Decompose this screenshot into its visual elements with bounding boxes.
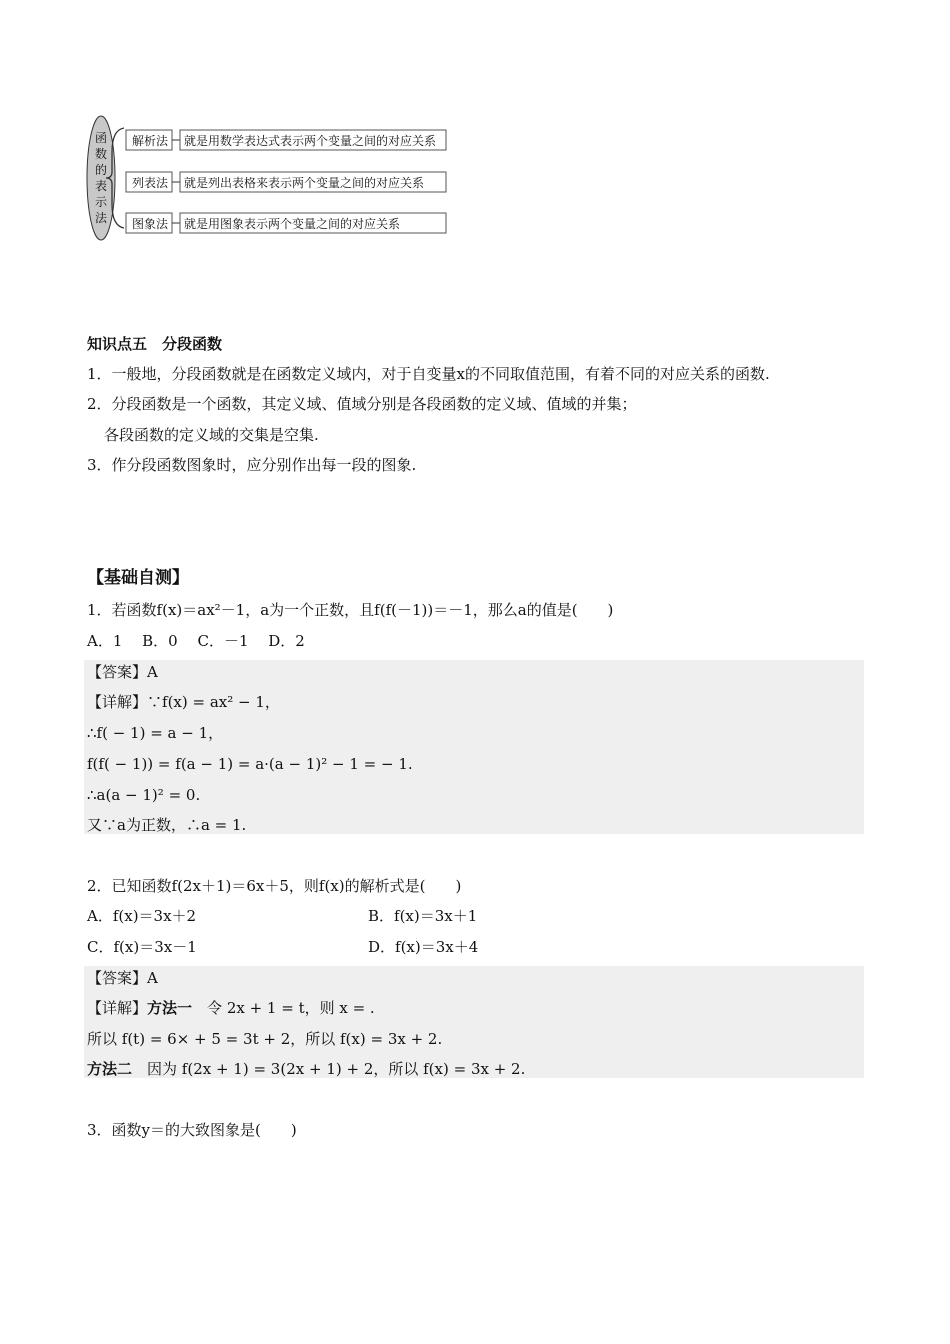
q2-detail-label: 【详解】 — [87, 999, 148, 1017]
q2-method1-label: 方法一 — [147, 999, 193, 1017]
diagram-root-label: 函 数 的 表 示 法 — [94, 131, 107, 225]
q3-stem: 3．函数y＝的大致图象是( ) — [87, 1121, 297, 1139]
q1-detail-label: 【详解】 — [87, 693, 148, 711]
desc-label-2: 就是列出表格来表示两个变量之间的对应关系 — [184, 176, 425, 190]
method-label-2: 列表法 — [131, 176, 168, 190]
desc-label-1: 就是用数学表达式表示两个变量之间的对应关系 — [184, 134, 437, 148]
q2-detail-text-3: 因为 f(2x + 1) = 3(2x + 1) + 2，所以 f(x) = 3x + 2. — [147, 1060, 526, 1078]
q2-option-c: C．f(x)＝3x－1 — [87, 938, 197, 956]
method-label-1: 解析法 — [131, 134, 168, 148]
q2-detail-3 — [87, 1059, 525, 1079]
q2-method2-label: 方法二 — [87, 1060, 133, 1078]
q2-option-a: A．f(x)＝3x＋2 — [87, 907, 197, 925]
q1-detail-text-1: ∵f(x) = ax² − 1， — [147, 693, 280, 711]
q2-detail-text-1: 令 2x + 1 = t，则 x = . — [207, 999, 375, 1017]
q1-detail-5: 又∵a为正数，∴a = 1. — [87, 816, 247, 834]
q1-answer-block — [84, 660, 864, 834]
q1-options: A．1 B．0 C．－1 D．2 — [87, 632, 305, 650]
section5-p1: 1．一般地，分段函数就是在函数定义域内，对于自变量x的不同取值范围，有着不同的对应关系的函数. — [87, 365, 770, 383]
section5-p2b: 各段函数的定义域的交集是空集. — [104, 426, 319, 444]
q1-detail-3: f(f( − 1)) = f(a − 1) = a·(a − 1)² − 1 = − 1. — [87, 755, 413, 773]
desc-label-3: 就是用图象表示两个变量之间的对应关系 — [184, 217, 401, 231]
method-label-3: 图象法 — [131, 217, 168, 231]
q1-stem: 1．若函数f(x)＝ax²－1，a为一个正数，且f(f(－1))＝－1，那么a的值是( ) — [87, 601, 614, 619]
section5-p2: 2．分段函数是一个函数，其定义域、值域分别是各段函数的定义域、值域的并集； — [87, 395, 637, 413]
section5-heading: 知识点五 分段函数 — [87, 335, 223, 353]
q1-detail-1 — [87, 692, 280, 712]
q2-answer: 【答案】A — [87, 969, 158, 987]
q1-detail-4: ∴a(a − 1)² = 0. — [87, 786, 201, 804]
section5-p3: 3．作分段函数图象时，应分别作出每一段的图象. — [87, 456, 417, 474]
q2-option-b: B．f(x)＝3x＋1 — [368, 907, 478, 925]
q2-detail-2: 所以 f(t) = 6× + 5 = 3t + 2，所以 f(x) = 3x + 2. — [87, 1030, 443, 1048]
q1-detail-2: ∴f( − 1) = a − 1， — [87, 724, 224, 742]
q2-option-d: D．f(x)＝3x＋4 — [368, 938, 479, 956]
q1-answer: 【答案】A — [87, 663, 158, 681]
selftest-heading: 【基础自测】 — [87, 568, 189, 588]
q2-detail-1 — [87, 998, 375, 1018]
q2-stem: 2．已知函数f(2x＋1)＝6x＋5，则f(x)的解析式是( ) — [87, 877, 462, 895]
